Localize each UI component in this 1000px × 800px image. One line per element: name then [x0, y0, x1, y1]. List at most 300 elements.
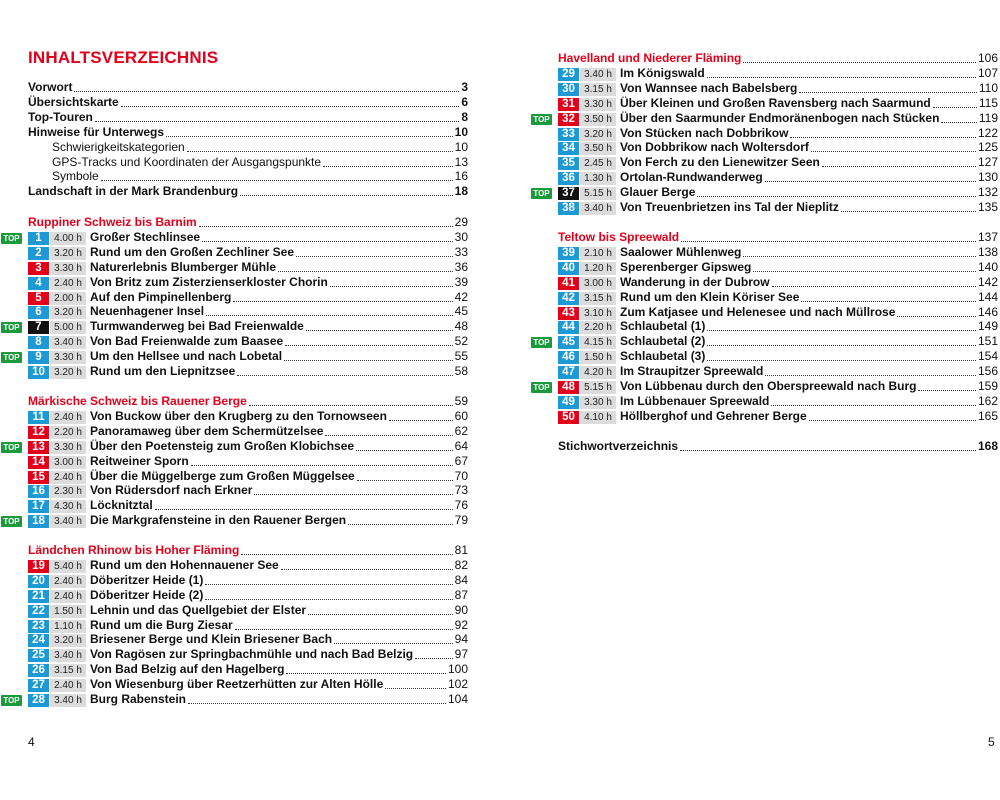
tour-page-number: 107: [977, 65, 998, 80]
tour-title: Sperenberger Gipsweg: [620, 259, 752, 274]
tour-page-number: 42: [454, 289, 468, 304]
leader-dots: [206, 304, 453, 316]
tour-page-number: 138: [977, 244, 998, 259]
tour-badges: [558, 127, 616, 141]
tour-entry[interactable]: [558, 245, 998, 260]
region-heading[interactable]: [28, 543, 468, 558]
leader-dots: [680, 439, 976, 451]
tour-number-badge: 24: [28, 634, 49, 647]
tour-page-number: 104: [447, 692, 468, 706]
top-tour-badge: TOP: [531, 337, 552, 348]
tour-page-number: 84: [454, 572, 468, 587]
tour-badges: [28, 276, 86, 290]
tour-number-badge: 35: [558, 157, 579, 170]
tour-badges: [28, 365, 86, 379]
tour-page-number: 100: [447, 662, 468, 677]
tour-page-number: 130: [977, 170, 998, 185]
tour-title: Glauer Berge: [620, 185, 696, 200]
tour-page-number: 135: [977, 200, 998, 214]
leader-dots: [281, 558, 453, 570]
tour-badges: [28, 305, 86, 319]
entry-page-number: 8: [461, 109, 468, 124]
tour-duration: 4.10 h: [580, 411, 616, 424]
tour-entry[interactable]: [28, 304, 468, 319]
tour-badges: [28, 648, 86, 662]
tour-entry[interactable]: [3, 349, 468, 364]
tour-number-badge: 46: [558, 351, 579, 364]
tour-badges: [3, 231, 86, 245]
tour-entry[interactable]: [28, 588, 468, 603]
entry-page-number: 18: [454, 184, 468, 199]
leader-dots: [323, 155, 453, 167]
leader-dots: [707, 319, 976, 331]
tour-number-badge: 36: [558, 172, 579, 185]
tour-entry[interactable]: [558, 66, 998, 81]
tour-page-number: 165: [977, 408, 998, 423]
tour-number-badge: 12: [28, 426, 49, 439]
tour-duration: 3.40 h: [50, 694, 86, 707]
top-tour-badge: TOP: [1, 322, 22, 333]
tour-number-badge: 6: [28, 306, 49, 319]
toc-entry[interactable]: [28, 184, 468, 199]
tour-duration: 2.30 h: [50, 485, 86, 498]
entry-label: Stichwortverzeichnis: [558, 439, 679, 453]
tour-title: Die Markgrafensteine in den Rauener Bergen: [90, 513, 347, 528]
tour-entry[interactable]: [28, 618, 468, 633]
tour-badges: [533, 112, 616, 126]
tour-title: Von Wannsee nach Babelsberg: [620, 80, 798, 95]
tour-page-number: 146: [977, 304, 998, 319]
tour-badges: [558, 67, 616, 81]
entry-label: Teltow bis Spreewald: [558, 230, 680, 244]
tour-entry[interactable]: [558, 319, 998, 334]
tour-entry[interactable]: [28, 260, 468, 275]
leader-dots: [707, 334, 976, 346]
tour-page-number: 79: [454, 513, 468, 528]
tour-entry[interactable]: [28, 603, 468, 618]
tour-duration: 3.40 h: [50, 336, 86, 349]
tour-entry[interactable]: [558, 260, 998, 275]
tour-entry[interactable]: [3, 692, 468, 707]
tour-entry[interactable]: [558, 140, 998, 155]
leader-dots: [330, 275, 453, 287]
tour-number-badge: 44: [558, 321, 579, 334]
tour-badges: [28, 261, 86, 275]
tour-duration: 3.00 h: [580, 277, 616, 290]
tour-duration: 3.20 h: [50, 366, 86, 379]
toc-entry[interactable]: [28, 80, 468, 95]
tour-badges: [558, 276, 616, 290]
tour-title: Höllberghof und Gehrener Berge: [620, 408, 807, 423]
tour-entry[interactable]: [28, 498, 468, 513]
tour-badges: [558, 291, 616, 305]
tour-entry[interactable]: [558, 394, 998, 409]
tour-duration: 1.20 h: [580, 262, 616, 275]
leader-dots: [205, 588, 452, 600]
tour-entry[interactable]: [28, 334, 468, 349]
tour-number-badge: 19: [28, 560, 49, 573]
leader-dots: [811, 140, 976, 152]
tour-badges: [558, 141, 616, 155]
tour-number-badge: 15: [28, 471, 49, 484]
tour-duration: 3.40 h: [50, 649, 86, 662]
tour-entry[interactable]: [28, 469, 468, 484]
entry-label: Hinweise für Unterwegs: [28, 124, 165, 139]
tour-page-number: 94: [454, 632, 468, 647]
tour-number-badge: 1: [28, 232, 49, 245]
tour-badges: [533, 186, 616, 200]
tour-entry[interactable]: [558, 126, 998, 141]
tour-entry[interactable]: [28, 662, 468, 677]
leader-dots: [188, 692, 446, 704]
tour-title: Briesener Berge und Klein Briesener Bach: [90, 632, 333, 647]
tour-badges: [28, 291, 86, 305]
tour-number-badge: 50: [558, 411, 579, 424]
tour-number-badge: 41: [558, 277, 579, 290]
tour-title: Über den Saarmunder Endmoränenbogen nach Stücken: [620, 110, 940, 125]
tour-entry[interactable]: [533, 110, 998, 126]
tour-page-number: 60: [454, 408, 468, 423]
tour-badges: [533, 380, 616, 394]
entry-page-number: 29: [454, 215, 468, 229]
entry-page-number: 59: [454, 394, 468, 408]
tour-entry[interactable]: [3, 513, 468, 528]
leader-dots: [801, 290, 976, 302]
leader-dots: [285, 334, 452, 346]
tour-title: Reitweiner Sporn: [90, 453, 189, 468]
tour-entry[interactable]: [28, 290, 468, 305]
tour-duration: 3.00 h: [50, 456, 86, 469]
leader-dots: [707, 349, 976, 361]
entry-label: Vorwort: [28, 80, 73, 94]
tour-duration: 2.40 h: [50, 471, 86, 484]
tour-number-badge: 17: [28, 500, 49, 513]
tour-badges: [558, 246, 616, 260]
leader-dots: [799, 81, 976, 93]
tour-badges: [28, 574, 86, 588]
region-heading[interactable]: [28, 215, 468, 230]
leader-dots: [348, 513, 453, 525]
tour-entry[interactable]: [3, 229, 468, 245]
leader-dots: [697, 185, 976, 197]
tour-entry[interactable]: [558, 81, 998, 96]
tour-entry[interactable]: [28, 275, 468, 290]
tour-duration: 5.15 h: [580, 187, 616, 200]
leader-dots: [308, 603, 453, 615]
tour-badges: [28, 663, 86, 677]
entry-label: Ruppiner Schweiz bis Barnim: [28, 215, 197, 229]
tour-title: Auf den Pimpinellenberg: [90, 289, 232, 304]
leader-dots: [296, 245, 453, 257]
leader-dots: [357, 469, 453, 481]
tour-title: Um den Hellsee und nach Lobetal: [90, 349, 283, 364]
leader-dots: [753, 260, 976, 272]
region-heading[interactable]: [28, 394, 468, 409]
tour-badges: [28, 604, 86, 618]
tour-title: Im Königswald: [620, 65, 705, 80]
tour-badges: [28, 499, 86, 513]
tour-duration: 2.40 h: [50, 411, 86, 424]
tour-badges: [3, 350, 86, 364]
tour-entry[interactable]: [533, 185, 998, 200]
tour-title: Burg Rabenstein: [90, 692, 187, 706]
tour-title: Von Wiesenburg über Reetzerhütten zur Alten Hölle: [90, 677, 384, 692]
tour-title: Von Dobbrikow nach Woltersdorf: [620, 140, 809, 155]
tour-badges: [558, 306, 616, 320]
tour-duration: 3.40 h: [580, 202, 616, 215]
tour-number-badge: 30: [558, 83, 579, 96]
tour-entry[interactable]: [533, 334, 998, 349]
tour-number-badge: 23: [28, 620, 49, 633]
tour-title: Löcknitztal: [90, 498, 153, 513]
leader-dots: [286, 662, 446, 674]
tour-title: Turmwanderweg bei Bad Freienwalde: [90, 319, 304, 334]
tour-duration: 5.00 h: [50, 321, 86, 334]
tour-duration: 3.15 h: [580, 83, 616, 96]
tour-entry[interactable]: [28, 573, 468, 588]
entry-label: GPS-Tracks und Koordinaten der Ausgangspunkte: [52, 154, 322, 169]
leader-dots: [941, 111, 976, 123]
tour-page-number: 70: [454, 468, 468, 483]
toc-entry[interactable]: [28, 125, 468, 140]
tour-number-badge: 34: [558, 142, 579, 155]
entry-label: Übersichtskarte: [28, 94, 119, 109]
leader-dots: [202, 230, 453, 242]
tour-page-number: 73: [454, 483, 468, 498]
page-number-left: 4: [28, 735, 35, 749]
region-heading[interactable]: [558, 51, 998, 66]
top-tour-badge: TOP: [1, 233, 22, 244]
tour-title: Saalower Mühlenweg: [620, 244, 742, 259]
tour-title: Panoramaweg über dem Schermützelsee: [90, 423, 324, 438]
tour-number-badge: 9: [28, 351, 49, 364]
tour-number-badge: 48: [558, 381, 579, 394]
tour-entry[interactable]: [558, 170, 998, 185]
top-tour-badge: TOP: [1, 352, 22, 363]
tour-page-number: 154: [977, 349, 998, 364]
tour-badges: [558, 365, 616, 379]
entry-label: Top-Touren: [28, 109, 93, 124]
tour-entry[interactable]: [558, 305, 998, 320]
tour-number-badge: 7: [28, 321, 49, 334]
entry-page-number: 137: [977, 230, 998, 244]
tour-page-number: 55: [454, 349, 468, 364]
tour-duration: 1.10 h: [50, 620, 86, 633]
tour-badges: [558, 350, 616, 364]
entry-label: Schwierigkeitskategorien: [52, 139, 185, 154]
tour-badges: [558, 171, 616, 185]
tour-entry[interactable]: [533, 379, 998, 394]
tour-badges: [28, 470, 86, 484]
leader-dots: [237, 364, 452, 376]
leader-dots: [772, 275, 976, 287]
leader-dots: [240, 184, 453, 196]
tour-entry[interactable]: [28, 483, 468, 498]
tour-entry[interactable]: [558, 364, 998, 379]
tour-number-badge: 49: [558, 396, 579, 409]
top-tour-badge: TOP: [1, 695, 22, 706]
tour-entry[interactable]: [558, 290, 998, 305]
tour-title: Rund um den Hohennauener See: [90, 557, 279, 572]
leader-dots: [765, 170, 976, 182]
toc-entry[interactable]: [28, 110, 468, 125]
tour-entry[interactable]: [558, 155, 998, 170]
entry-page-number: 3: [461, 80, 468, 94]
toc-entry[interactable]: [28, 169, 468, 184]
entry-page-number: 6: [461, 94, 468, 109]
leader-dots: [933, 96, 977, 108]
tour-entry[interactable]: [3, 319, 468, 334]
tour-entry[interactable]: [28, 409, 468, 424]
tour-page-number: 62: [454, 423, 468, 438]
tour-badges: [28, 589, 86, 603]
tour-badges: [28, 425, 86, 439]
tour-badges: [533, 335, 616, 349]
tour-page-number: 33: [454, 244, 468, 259]
leader-dots: [765, 364, 976, 376]
tour-number-badge: 13: [28, 441, 49, 454]
tour-page-number: 156: [977, 364, 998, 379]
leader-dots: [743, 245, 976, 257]
leader-dots: [74, 80, 459, 92]
tour-page-number: 48: [454, 319, 468, 334]
tour-entry[interactable]: [28, 454, 468, 469]
tour-duration: 3.20 h: [50, 306, 86, 319]
tour-entry[interactable]: [28, 558, 468, 573]
tour-badges: [3, 693, 86, 707]
tour-number-badge: 18: [28, 515, 49, 528]
tour-duration: 2.40 h: [50, 277, 86, 290]
tour-duration: 3.30 h: [50, 441, 86, 454]
tour-page-number: 97: [454, 647, 468, 662]
leader-dots: [415, 647, 453, 659]
tour-title: Über die Müggelberge zum Großen Müggelsee: [90, 468, 355, 483]
tour-page-number: 127: [977, 155, 998, 170]
tour-number-badge: 39: [558, 247, 579, 260]
tour-entry[interactable]: [28, 424, 468, 439]
top-tour-badge: TOP: [1, 442, 22, 453]
tour-title: Wanderung in der Dubrow: [620, 274, 770, 289]
tour-number-badge: 25: [28, 649, 49, 662]
tour-title: Döberitzer Heide (1): [90, 572, 204, 587]
tour-number-badge: 32: [558, 113, 579, 126]
tour-page-number: 119: [978, 110, 998, 125]
leader-dots: [356, 439, 453, 451]
tour-number-badge: 29: [558, 68, 579, 81]
tour-duration: 3.15 h: [50, 664, 86, 677]
tour-number-badge: 26: [28, 664, 49, 677]
tour-title: Von Bad Belzig auf den Hagelberg: [90, 662, 285, 677]
leader-dots: [155, 498, 453, 510]
index-entry[interactable]: [558, 439, 998, 454]
page-number-right: 5: [988, 735, 995, 749]
toc-entry[interactable]: [28, 140, 468, 155]
tour-duration: 3.40 h: [50, 515, 86, 528]
tour-page-number: 82: [454, 557, 468, 572]
tour-entry[interactable]: [28, 245, 468, 260]
tour-duration: 3.50 h: [580, 113, 616, 126]
tour-entry[interactable]: [28, 677, 468, 692]
tour-title: Über Kleinen und Großen Ravensberg nach Saarmund: [620, 95, 931, 110]
leader-dots: [790, 126, 976, 138]
tour-page-number: 144: [977, 289, 998, 304]
region-heading[interactable]: [558, 230, 998, 245]
tour-badges: [28, 619, 86, 633]
tour-page-number: 30: [454, 229, 468, 244]
tour-entry[interactable]: [558, 200, 998, 215]
tour-number-badge: 42: [558, 292, 579, 305]
leader-dots: [241, 543, 452, 555]
tour-number-badge: 2: [28, 247, 49, 260]
tour-page-number: 140: [977, 259, 998, 274]
leader-dots: [681, 230, 976, 242]
tour-page-number: 125: [977, 140, 998, 155]
tour-page-number: 92: [454, 617, 468, 632]
tour-badges: [28, 335, 86, 349]
tour-entry[interactable]: [558, 275, 998, 290]
tour-number-badge: 20: [28, 575, 49, 588]
tour-number-badge: 43: [558, 307, 579, 320]
tour-page-number: 162: [977, 393, 998, 408]
tour-title: Schlaubetal (2): [620, 334, 706, 349]
tour-badges: [558, 201, 616, 215]
tour-badges: [3, 440, 86, 454]
tour-page-number: 36: [454, 259, 468, 274]
tour-entry[interactable]: [28, 632, 468, 647]
tour-title: Döberitzer Heide (2): [90, 587, 204, 602]
tour-badges: [3, 514, 86, 528]
tour-duration: 4.15 h: [580, 336, 616, 349]
tour-entry[interactable]: [558, 409, 998, 424]
tour-title: Schlaubetal (3): [620, 349, 706, 364]
top-tour-badge: TOP: [531, 114, 552, 125]
tour-page-number: 102: [447, 677, 468, 692]
tour-entry[interactable]: [3, 438, 468, 454]
tour-duration: 3.10 h: [580, 307, 616, 320]
tour-badges: [558, 261, 616, 275]
toc-entry[interactable]: [28, 95, 468, 110]
tour-page-number: 58: [454, 364, 468, 378]
tour-number-badge: 22: [28, 605, 49, 618]
tour-number-badge: 11: [28, 411, 49, 424]
tour-title: Von Bad Freienwalde zum Baasee: [90, 334, 284, 349]
tour-entry[interactable]: [28, 364, 468, 379]
toc-entry[interactable]: [28, 155, 468, 170]
tour-duration: 3.40 h: [580, 68, 616, 81]
tour-entry[interactable]: [558, 96, 998, 111]
leader-dots: [235, 618, 453, 630]
tour-duration: 1.50 h: [50, 605, 86, 618]
tour-page-number: 132: [977, 185, 998, 200]
entry-page-number: 10: [454, 124, 468, 139]
leader-dots: [278, 260, 453, 272]
leader-dots: [95, 110, 459, 122]
tour-page-number: 159: [977, 379, 998, 393]
entry-page-number: 13: [454, 154, 468, 169]
tour-entry[interactable]: [28, 647, 468, 662]
tour-title: Von Lübbenau durch den Oberspreewald nach Burg: [620, 379, 917, 393]
tour-number-badge: 38: [558, 202, 579, 215]
tour-title: Von Treuenbrietzen ins Tal der Nieplitz: [620, 200, 839, 214]
tour-duration: 3.20 h: [580, 128, 616, 141]
entry-page-number: 16: [454, 169, 468, 184]
tour-title: Rund um den Klein Köriser See: [620, 289, 800, 304]
tour-title: Zum Katjasee und Helenesee und nach Müllrose: [620, 304, 896, 319]
tour-duration: 3.50 h: [580, 142, 616, 155]
entry-label: Symbole: [52, 169, 99, 184]
tour-number-badge: 28: [28, 694, 49, 707]
tour-entry[interactable]: [558, 349, 998, 364]
